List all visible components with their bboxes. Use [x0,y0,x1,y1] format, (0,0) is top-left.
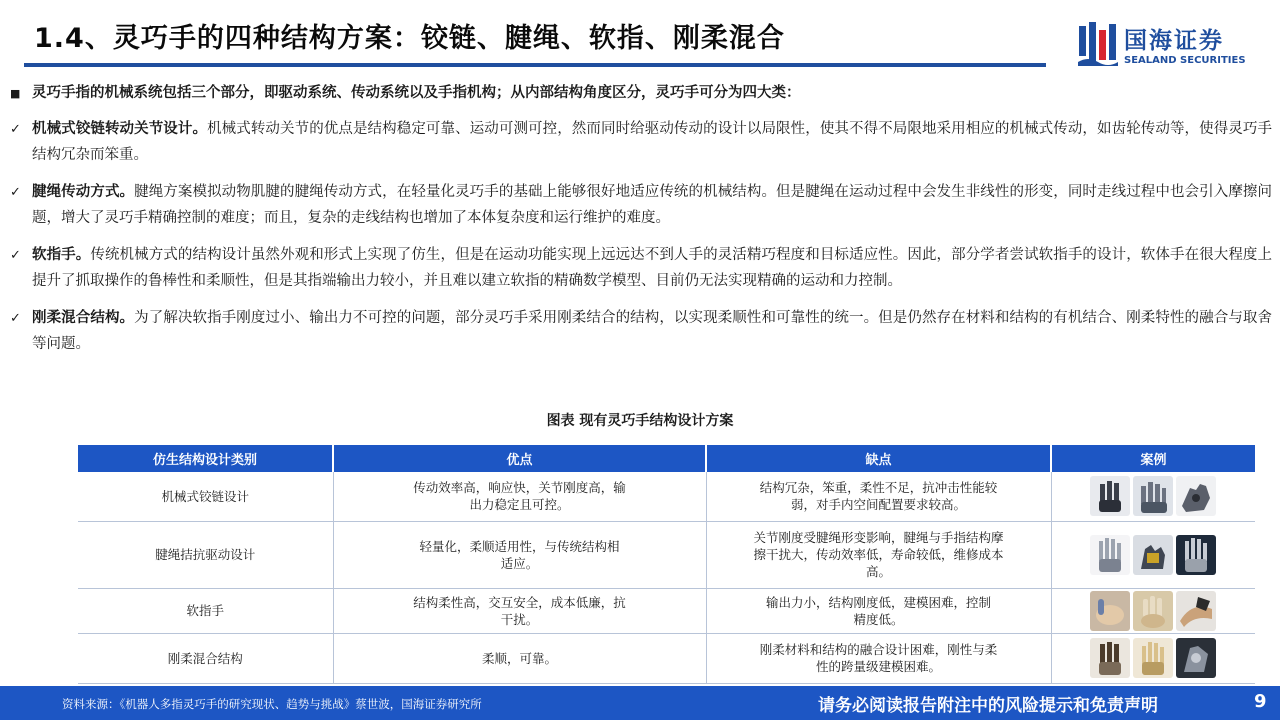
cons-cell: 输出力小，结构刚度低，建模困难，控制精度低。 [706,588,1051,633]
table-row [78,521,1255,588]
case-cell [1051,472,1255,521]
bullet-item [10,180,1272,231]
hybrid-hand-image [1133,638,1173,678]
bullet-item [10,243,1272,294]
category-cell: 腱绳拮抗驱动设计 [78,521,333,588]
company-logo [1078,22,1268,70]
disclaimer-text: 请务必阅读报告附注中的风险提示和免责声明 [818,696,1158,716]
robot-hand-image [1176,476,1216,516]
sealand-logo-icon [1078,22,1118,66]
soft-hand-image [1176,591,1216,631]
cons-cell: 刚柔材料和结构的融合设计困难，刚性与柔性的跨量级建模困难。 [706,633,1051,683]
table-row [78,633,1255,683]
bullet-lead: 腱绳传动方式。 [32,184,135,200]
column-header: 缺点 [706,445,1051,472]
bullet-item [10,117,1272,168]
bullet-text: 为了解决软指手刚度过小、输出力不可控的问题，部分灵巧手采用刚柔结合的结构，以实现柔顺性和可靠性的统一。但是仍然存在材料和结构的有机结合、刚柔特性的融合与取舍等问题。 [32,310,1272,352]
robot-hand-image [1090,476,1130,516]
robot-hand-image [1133,476,1173,516]
intro-text: 灵巧手指的机械系统包括三个部分，即驱动系统、传动系统以及手指机构；从内部结构角度区分，灵巧手可分为四大类： [32,85,801,101]
bullet-text: 传统机械方式的结构设计虽然外观和形式上实现了仿生，但是在运动功能实现上远远达不到人手的灵活精巧程度和目标适应性。因此，部分学者尝试软指手的设计，软体手在很大程度上提升了抓取操作的鲁棒性和柔顺性，但是其指端输出力较小，并且难以建立软指的精确数学模型、目前仍无法实现精确的运动和力控制。 [32,247,1272,289]
bullet-lead: 软指手。 [32,247,91,263]
hybrid-hand-image [1176,638,1216,678]
case-cell [1051,633,1255,683]
pros-cell: 结构柔性高，交互安全，成本低廉，抗干扰。 [333,588,706,633]
checkmark-icon: ✓ [10,185,21,200]
bullet-lead: 刚柔混合结构。 [32,310,135,326]
title-underline [24,63,1046,67]
robot-hand-image [1133,535,1173,575]
hybrid-hand-image [1090,638,1130,678]
robot-hand-image [1090,535,1130,575]
bullet-text: 腱绳方案模拟动物肌腱的腱绳传动方式，在轻量化灵巧手的基础上能够很好地适应传统的机械结构。但是腱绳在运动过程中会发生非线性的形变，同时走线过程中也会引入摩擦问题，增大了灵巧手精确控制的难度；而且，复杂的走线结构也增加了本体复杂度和运行维护的难度。 [32,184,1272,226]
source-note: 资料来源：《机器人多指灵巧手的研究现状、趋势与挑战》蔡世波，国海证券研究所 [62,697,482,711]
header [0,0,1280,72]
square-bullet-icon: ■ [10,87,21,100]
table-row [78,472,1255,521]
case-cell [1051,588,1255,633]
intro-paragraph [10,82,1272,105]
body-text [10,82,1272,357]
pros-cell: 传动效率高，响应快，关节刚度高，输出力稳定且可控。 [333,472,706,521]
table-caption: 图表 现有灵巧手结构设计方案 [546,413,734,429]
checkmark-icon: ✓ [10,311,21,326]
table-row [78,588,1255,633]
pros-cell: 柔顺，可靠。 [333,633,706,683]
page-title: 1.4、灵巧手的四种结构方案：铰链、腱绳、软指、刚柔混合 [34,23,785,54]
checkmark-icon: ✓ [10,122,21,137]
category-cell: 软指手 [78,588,333,633]
checkmark-icon: ✓ [10,248,21,263]
footer-bar [0,686,1280,720]
cons-cell: 结构冗杂，笨重，柔性不足，抗冲击性能较弱，对手内空间配置要求较高。 [706,472,1051,521]
robot-hand-image [1176,535,1216,575]
category-cell: 刚柔混合结构 [78,633,333,683]
soft-hand-image [1133,591,1173,631]
page-number: 9 [1254,691,1267,712]
bullet-lead: 机械式铰链转动关节设计。 [32,121,208,137]
pros-cell: 轻量化，柔顺适用性，与传统结构相适应。 [333,521,706,588]
bullet-item [10,306,1272,357]
column-header: 案例 [1051,445,1255,472]
logo-english-name: SEALAND SECURITIES [1124,55,1246,66]
soft-hand-image [1090,591,1130,631]
structure-table [78,445,1255,684]
logo-chinese-name: 国海证券 [1124,28,1224,54]
category-cell: 机械式铰链设计 [78,472,333,521]
column-header: 仿生结构设计类别 [78,445,333,472]
column-header: 优点 [333,445,706,472]
bullet-text: 机械式转动关节的优点是结构稳定可靠、运动可测可控，然而同时给驱动传动的设计以局限性，使其不得不局限地采用相应的机械式传动，如齿轮传动等，使得灵巧手结构冗杂而笨重。 [32,121,1273,163]
table-header-row [78,445,1255,472]
case-cell [1051,521,1255,588]
cons-cell: 关节刚度受腱绳形变影响，腱绳与手指结构摩擦干扰大，传动效率低，寿命较低，维修成本高。 [706,521,1051,588]
